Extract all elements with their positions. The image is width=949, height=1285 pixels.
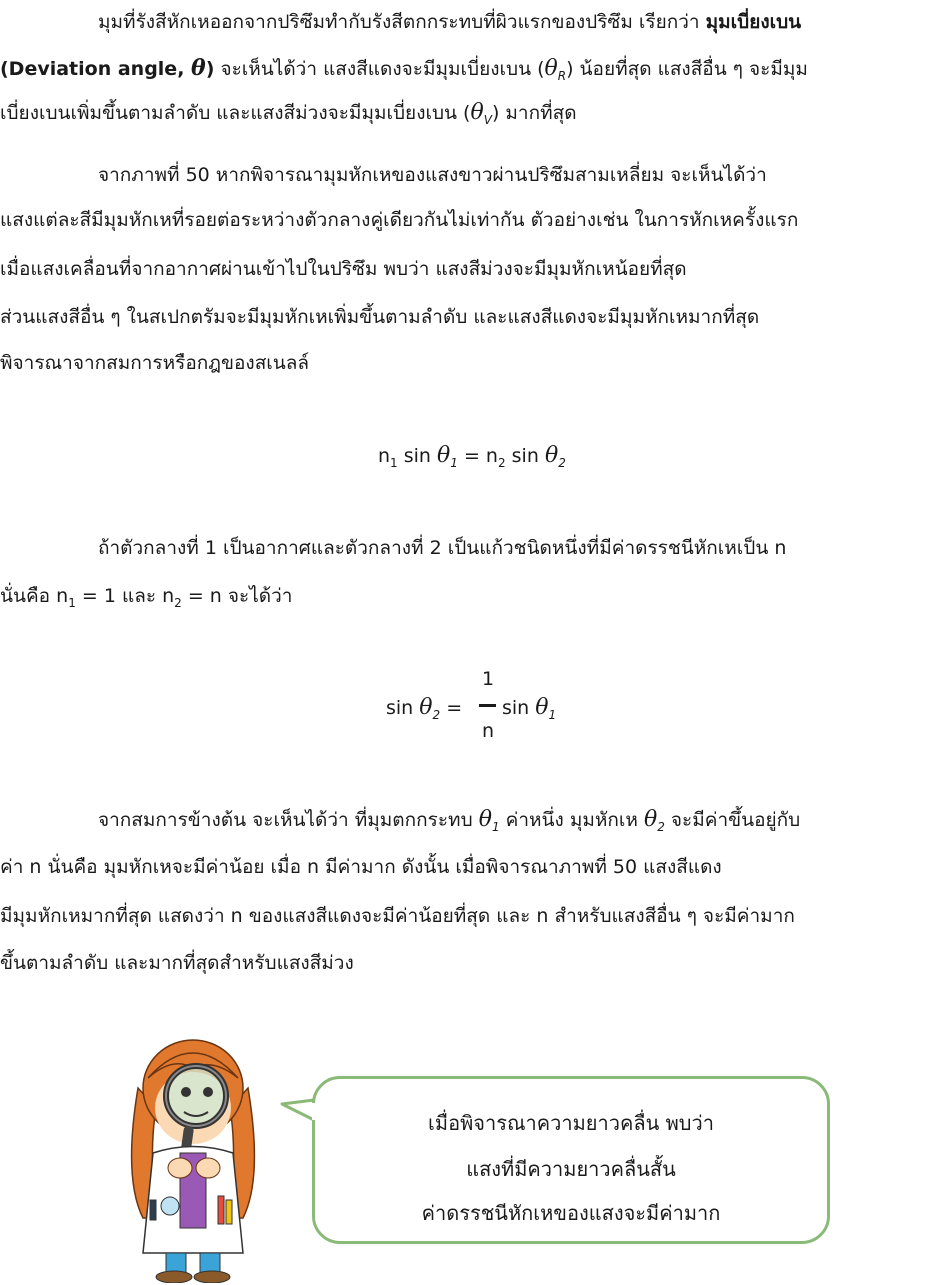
theta-symbol: θ: [643, 807, 658, 832]
text: ) น้อยที่สุด แสงสีอื่น ๆ จะมีมุม: [566, 58, 808, 80]
text: sin: [502, 697, 530, 719]
subscript: 1: [450, 456, 458, 470]
bubble-line2: แสงที่มีความยาวคลื่นสั้น: [466, 1157, 676, 1181]
text: จะมีค่าขึ้นอยู่กับ: [664, 809, 801, 831]
subscript: 2: [432, 708, 441, 722]
text: จากสมการข้างต้น จะเห็นได้ว่า ที่มุมตกกระทบ: [98, 809, 479, 831]
text: นั่นคือ n: [0, 585, 69, 607]
para2-line4: ส่วนแสงสีอื่น ๆ ในสเปกตรัมจะมีมุมหักเหเพิ่มขึ้นตามลำดับ และแสงสีแดงจะมีมุมหักเหมากที่สุด: [0, 306, 760, 328]
subscript: 2: [497, 456, 506, 470]
bubble-line3: ค่าดรรชนีหักเหของแสงจะมีค่ามาก: [421, 1201, 721, 1225]
theta-symbol: θ: [437, 443, 451, 468]
subscript: 1: [68, 596, 76, 610]
text: ) มากที่สุด: [491, 102, 577, 124]
subscript-v: V: [483, 113, 492, 127]
para2-line5: พิจารณาจากสมการหรือกฎของสเนลล์: [0, 352, 310, 374]
text: =: [463, 445, 480, 467]
fraction-denominator: n: [481, 720, 495, 742]
text: มุมที่รังสีหักเหออกจากปริซึมทำกับรังสีตกกระทบที่ผิวแรกของปริซึม เรียกว่า: [98, 11, 706, 33]
text: =: [446, 697, 463, 719]
para1-line2: [0, 56, 808, 83]
para4-line1: [98, 808, 800, 834]
para1-line3: [0, 101, 577, 127]
subscript: 1: [390, 456, 398, 470]
theta-symbol: θ: [544, 56, 558, 81]
term-deviation-angle-en: (Deviation angle,: [0, 58, 192, 80]
theta-symbol: θ: [478, 807, 492, 832]
theta-symbol: θ: [544, 443, 559, 468]
para2-line3: เมื่อแสงเคลื่อนที่จากอากาศผ่านเข้าไปในปริซึม พบว่า แสงสีม่วงจะมีมุมหักเหน้อยที่สุด: [0, 258, 687, 280]
text: sin: [386, 697, 414, 719]
scientist-girl-illustration: [118, 1028, 268, 1283]
fraction-numerator: 1: [481, 668, 495, 690]
bubble-line1: เมื่อพิจารณาความยาวคลื่น พบว่า: [428, 1111, 714, 1135]
text: เบี่ยงเบนเพิ่มขึ้นตามลำดับ และแสงสีม่วงจะมีมุมเบี่ยงเบน (: [0, 102, 471, 124]
text: n: [378, 445, 391, 467]
snell-law-equation: [378, 443, 566, 468]
text: = n จะได้ว่า: [181, 585, 293, 607]
subscript: 2: [657, 820, 665, 834]
theta-symbol: θ: [191, 55, 206, 81]
theta-symbol: θ: [419, 695, 433, 720]
subscript-r: R: [557, 69, 567, 83]
text: ค่าหนึ่ง มุมหักเห: [499, 809, 644, 831]
theta-symbol: θ: [470, 100, 484, 125]
para1-line1: [98, 10, 801, 34]
text: = 1 และ n: [75, 585, 175, 607]
para4-line4: ขึ้นตามลำดับ และมากที่สุดสำหรับแสงสีม่วง: [0, 952, 354, 974]
para4-line2: ค่า n นั่นคือ มุมหักเหจะมีค่าน้อย เมื่อ n มีค่ามาก ดังนั้น เมื่อพิจารณาภาพที่ 50 แสงสีแดง: [0, 856, 722, 878]
para4-line3: มีมุมหักเหมากที่สุด แสดงว่า n ของแสงสีแดงจะมีค่าน้อยที่สุด และ n สำหรับแสงสีอื่น ๆ จะมีค่ามาก: [0, 905, 795, 927]
para2-line2: แสงแต่ละสีมีมุมหักเหที่รอยต่อระหว่างตัวกลางคู่เดียวกันไม่เท่ากัน ตัวอย่างเช่น ในการหักเหครั้งแรก: [0, 209, 799, 231]
text: sin: [403, 445, 431, 467]
text: ): [205, 58, 215, 80]
text: sin: [511, 445, 539, 467]
speech-bubble: [312, 1076, 830, 1244]
subscript: 1: [491, 820, 500, 834]
para3-line1: ถ้าตัวกลางที่ 1 เป็นอากาศและตัวกลางที่ 2 เป็นแก้วชนิดหนึ่งที่มีค่าดรรชนีหักเหเป็น n: [98, 537, 787, 559]
subscript: 1: [548, 708, 557, 722]
subscript: 2: [174, 596, 182, 610]
equation-lhs: [386, 695, 462, 720]
para3-line2: [0, 584, 292, 610]
theta-symbol: θ: [535, 695, 549, 720]
fraction-bar: [479, 704, 496, 707]
subscript: 2: [558, 456, 566, 470]
bubble-tail-join: [312, 1103, 316, 1120]
equation-rhs: [502, 695, 556, 720]
text: จะเห็นได้ว่า แสงสีแดงจะมีมุมเบี่ยงเบน (: [214, 58, 545, 80]
text: n: [485, 445, 498, 467]
para2-line1: จากภาพที่ 50 หากพิจารณามุมหักเหของแสงขาวผ่านปริซึมสามเหลี่ยม จะเห็นได้ว่า: [98, 164, 767, 186]
term-deviation-angle-th: มุมเบี่ยงเบน: [705, 11, 802, 33]
